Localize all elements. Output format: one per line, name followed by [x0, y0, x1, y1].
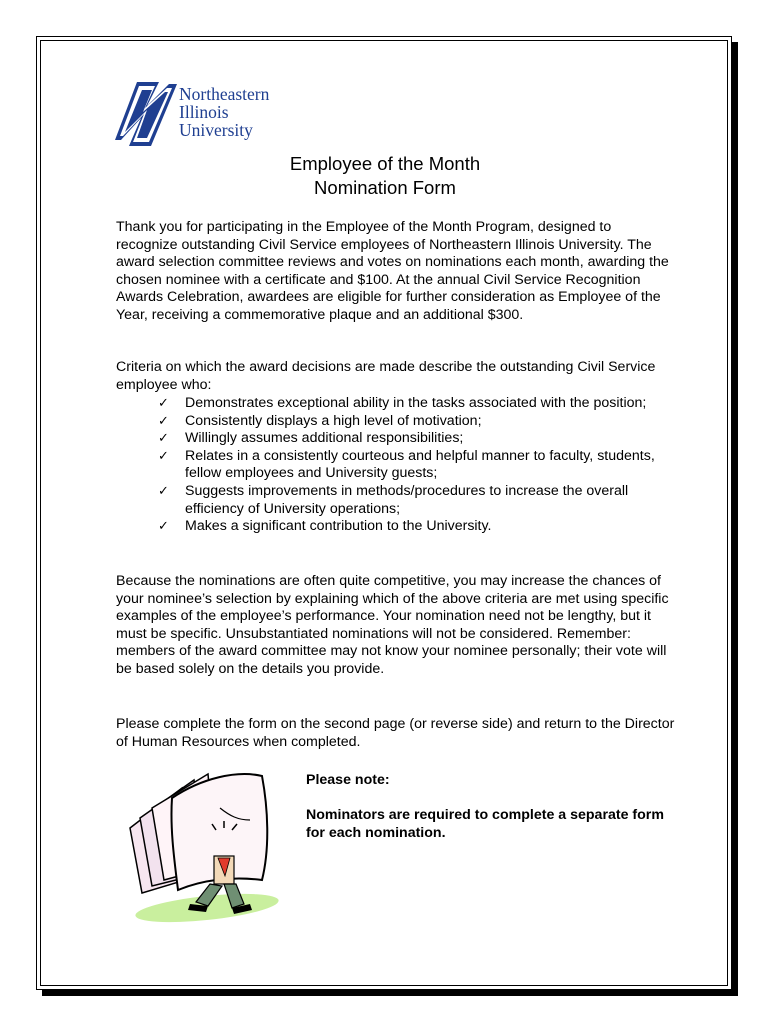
checkmark-icon: ✓ — [158, 448, 169, 464]
competitive-paragraph: Because the nominations are often quite competitive, you may increase the chances of your nominee’s selection by explaining which of the above criteria are met using specific examples of the employee’s performance. Your nomination need not be lengthy, but it must be specific. Unsubstantiated nominations will not be considered. Remember: members of the award committee may not know your nominee personally; their vote will be based solely on the details you provide. — [116, 573, 669, 677]
criteria-text: Willingly assumes additional responsibilities; — [185, 430, 464, 447]
logo-line-illinois: Illinois — [179, 102, 229, 122]
logo-wordmark — [179, 85, 269, 139]
checkmark-icon: ✓ — [158, 483, 169, 499]
criteria-text: Suggests improvements in methods/procedures to increase the overall efficiency of University operations; — [185, 482, 629, 517]
university-logo — [115, 80, 305, 148]
please-note-heading: Please note: — [306, 772, 390, 788]
neiu-n-logo-mark — [115, 80, 179, 148]
criteria-item — [156, 395, 676, 413]
criteria-item — [156, 518, 676, 536]
please-note-body: Nominators are required to complete a separate form for each nomination. — [306, 807, 664, 841]
checkmark-icon: ✓ — [158, 431, 169, 447]
criteria-text: Consistently displays a high level of motivation; — [185, 412, 482, 429]
paperwork-clipart-illustration — [112, 768, 287, 926]
checkmark-icon: ✓ — [158, 396, 169, 411]
intro-paragraph: Thank you for participating in the Employee of the Month Program, designed to recognize outstanding Civil Service employees of Northeastern Illinois University. The award selection committee reviews and votes on nominations each month, awarding the chosen nominee with a certificate and $100. At the annual Civil Service Recognition Awards Celebration, awardees are eligible for further consideration as Employee of the Year, receiving a commemorative plaque and an additional $300. — [116, 219, 669, 323]
criteria-item — [156, 448, 676, 483]
title-line-2: Nomination Form — [314, 177, 456, 198]
criteria-text: Relates in a consistently courteous and helpful manner to faculty, students, fellow employees and University guests; — [185, 447, 655, 482]
logo-line-northeastern: Northeastern — [179, 84, 270, 104]
criteria-text: Demonstrates exceptional ability in the tasks associated with the position; — [185, 395, 647, 411]
criteria-intro-paragraph: Criteria on which the award decisions are made describe the outstanding Civil Service employee who: — [116, 359, 656, 393]
logo-line-university: University — [179, 120, 253, 140]
checkmark-icon: ✓ — [158, 413, 169, 429]
criteria-list — [156, 395, 676, 536]
criteria-item — [156, 413, 676, 431]
criteria-text: Makes a significant contribution to the University. — [185, 518, 492, 535]
criteria-item — [156, 430, 676, 448]
checkmark-icon: ✓ — [158, 519, 169, 535]
page-border-shadow-bottom — [42, 990, 738, 996]
instructions-paragraph: Please complete the form on the second page (or reverse side) and return to the Director of Human Resources when completed. — [116, 716, 675, 750]
form-title — [0, 152, 770, 200]
criteria-item — [156, 483, 676, 518]
title-line-1: Employee of the Month — [289, 153, 481, 174]
